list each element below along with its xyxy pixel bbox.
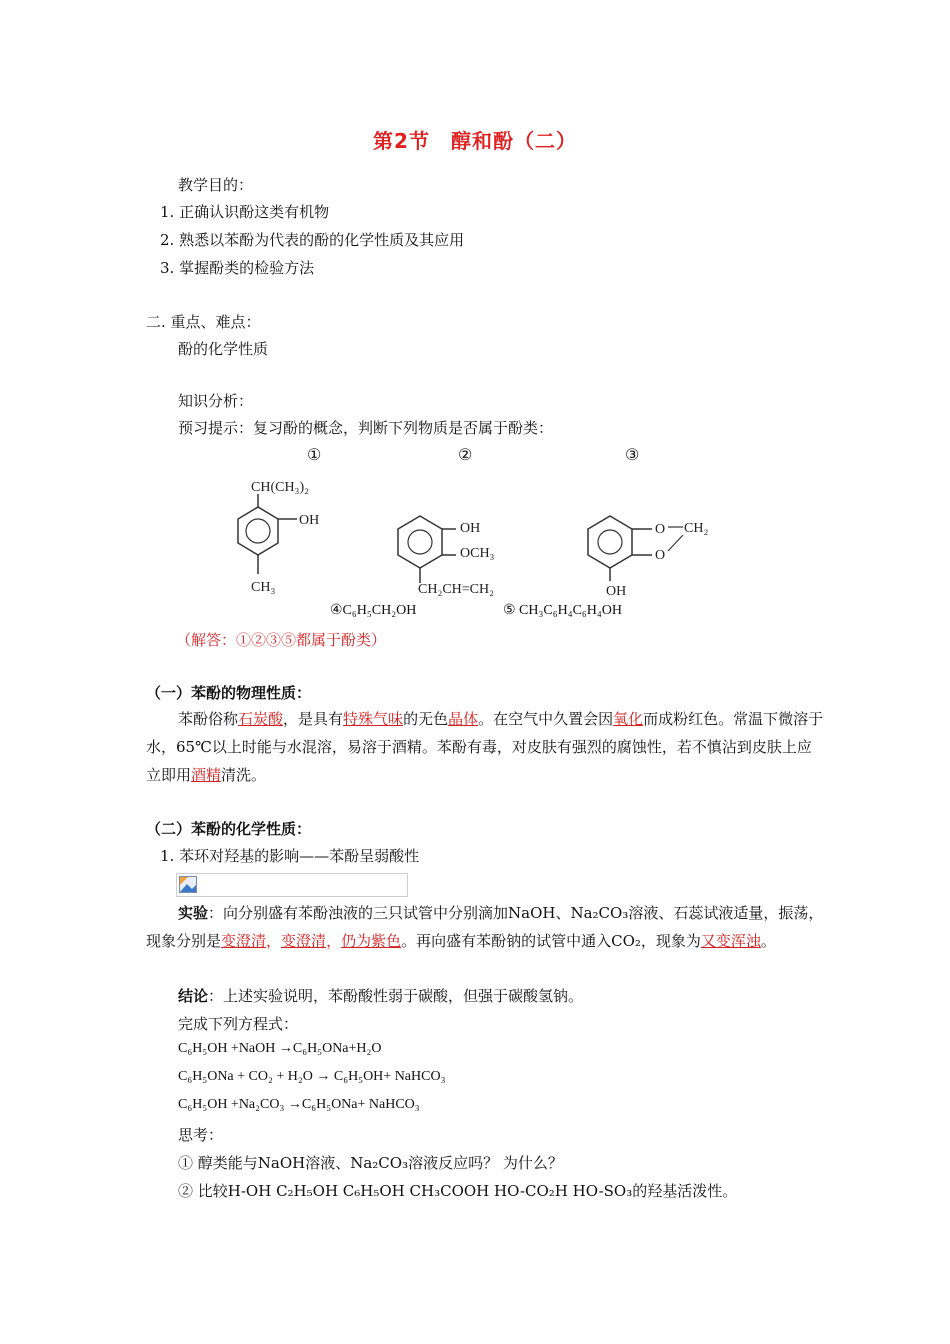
text: ，是具有 bbox=[283, 710, 344, 728]
physical-paragraph bbox=[146, 705, 826, 789]
benzene-ring bbox=[588, 516, 632, 568]
broken-image-icon bbox=[179, 876, 197, 893]
text: ：上述实验说明，苯酚酸性弱于碳酸，但强于碳酸氢钠。 bbox=[208, 987, 584, 1005]
molecule-1-structure bbox=[225, 470, 345, 605]
conclusion-line bbox=[178, 985, 583, 1006]
objective-item: 2. 熟悉以苯酚为代表的酚的化学性质及其应用 bbox=[160, 231, 465, 249]
compound-4: ④C₆H₅CH₂OH bbox=[330, 603, 417, 618]
text: 的无色 bbox=[403, 710, 449, 728]
answer-text: （解答：①②③⑤都属于酚类） bbox=[176, 631, 387, 649]
mol2-oh-label: OH bbox=[460, 521, 481, 536]
mol3-ch2-label: CH₂ bbox=[684, 521, 709, 536]
mol3-o2-label: O bbox=[655, 548, 666, 563]
mol1-oh-label: OH bbox=[299, 513, 320, 528]
answer-blank: 变澄清 bbox=[281, 932, 327, 950]
text: 清洗。 bbox=[221, 766, 267, 784]
answer-blank: 变澄清 bbox=[221, 932, 267, 950]
key-points-content: 酚的化学性质 bbox=[178, 340, 269, 358]
benzene-ring bbox=[398, 516, 442, 568]
broken-image-placeholder bbox=[176, 873, 408, 897]
objectives-heading: 教学目的： bbox=[178, 176, 254, 194]
molecule-2-structure bbox=[390, 505, 530, 605]
objective-item: 3. 掌握酚类的检验方法 bbox=[160, 259, 315, 277]
aromatic-circle bbox=[246, 519, 270, 543]
equation-2: C₆H₅ONa + CO₂ + H₂O → C₆H₅OH+ NaHCO₃ bbox=[178, 1069, 446, 1084]
question-2: ② 比较H-OH C₂H₅OH C₆H₅OH CH₃COOH HO-CO₂H HO-SO₃的羟基活泼性。 bbox=[178, 1182, 738, 1200]
equation-3: C₆H₅OH +Na₂CO₃ →C₆H₅ONa+ NaHCO₃ bbox=[178, 1097, 420, 1112]
text: 而成粉红色。常温下微溶于水，65℃以上时能与水混溶，易溶于酒精。苯酚有毒，对皮肤有强烈的腐蚀性，若不慎沾到皮肤上应立即用 bbox=[146, 710, 824, 784]
chemical-heading: （二）苯酚的化学性质： bbox=[146, 820, 312, 838]
answer-blank: 酒精 bbox=[191, 766, 222, 784]
equations-heading: 完成下列方程式： bbox=[178, 1015, 299, 1033]
molecule-3-structure bbox=[580, 505, 720, 605]
answer-blank: 特殊气味 bbox=[343, 710, 404, 728]
conclusion-label: 结论 bbox=[178, 987, 209, 1005]
text: 。 bbox=[760, 932, 776, 950]
mol3-oh-label: OH bbox=[606, 584, 627, 599]
mol2-allyl-label: CH₂CH=CH₂ bbox=[418, 582, 495, 597]
physical-heading: （一）苯酚的物理性质： bbox=[146, 684, 312, 702]
text: ， bbox=[266, 932, 282, 950]
text: 。再向盛有苯酚钠的试管中通入CO₂，现象为 bbox=[401, 932, 701, 950]
text: ：向分别盛有苯酚浊液的三只试管中分别滴加NaOH、Na₂CO₃溶液、石蕊试液适量，振荡，现象分别是 bbox=[146, 904, 824, 950]
mol3-o1-label: O bbox=[655, 522, 666, 537]
compound-5: ⑤ CH₃C₆H₄C₆H₄OH bbox=[503, 603, 623, 618]
mol2-och3-label: OCH₃ bbox=[460, 546, 495, 561]
mol1-top-label: CH(CH₃)₂ bbox=[251, 480, 309, 495]
mol1-ch3-label: CH₃ bbox=[251, 580, 276, 595]
aromatic-circle bbox=[598, 530, 622, 554]
answer-blank: 又变浑浊 bbox=[700, 932, 761, 950]
text: ， bbox=[326, 932, 342, 950]
key-points-heading: 二. 重点、难点： bbox=[146, 313, 261, 331]
chemical-sub1: 1. 苯环对羟基的影响——苯酚呈弱酸性 bbox=[160, 847, 420, 865]
experiment-paragraph bbox=[146, 899, 826, 955]
page-title: 第2节 醇和酚（二） bbox=[373, 129, 577, 153]
marker-3: ③ bbox=[625, 445, 640, 464]
marker-2: ② bbox=[458, 445, 473, 464]
benzene-ring bbox=[238, 507, 278, 555]
text: 苯酚俗称 bbox=[178, 710, 239, 728]
experiment-label: 实验 bbox=[178, 904, 209, 922]
marker-1: ① bbox=[307, 445, 322, 464]
answer-blank: 仍为紫色 bbox=[341, 932, 402, 950]
text: 。在空气中久置会因 bbox=[478, 710, 614, 728]
analysis-heading: 知识分析： bbox=[178, 392, 254, 410]
answer-blank: 石炭酸 bbox=[238, 710, 284, 728]
aromatic-circle bbox=[408, 530, 432, 554]
answer-blank: 晶体 bbox=[448, 710, 479, 728]
think-heading: 思考： bbox=[178, 1126, 224, 1144]
equation-1: C₆H₅OH +NaOH →C₆H₅ONa+H₂O bbox=[178, 1041, 382, 1056]
preview-prompt: 预习提示：复习酚的概念，判断下列物质是否属于酚类： bbox=[178, 419, 554, 437]
objective-item: 1. 正确认识酚这类有机物 bbox=[160, 203, 330, 221]
answer-blank: 氧化 bbox=[613, 710, 644, 728]
question-1: ① 醇类能与NaOH溶液、Na₂CO₃溶液反应吗？ 为什么？ bbox=[178, 1154, 563, 1172]
